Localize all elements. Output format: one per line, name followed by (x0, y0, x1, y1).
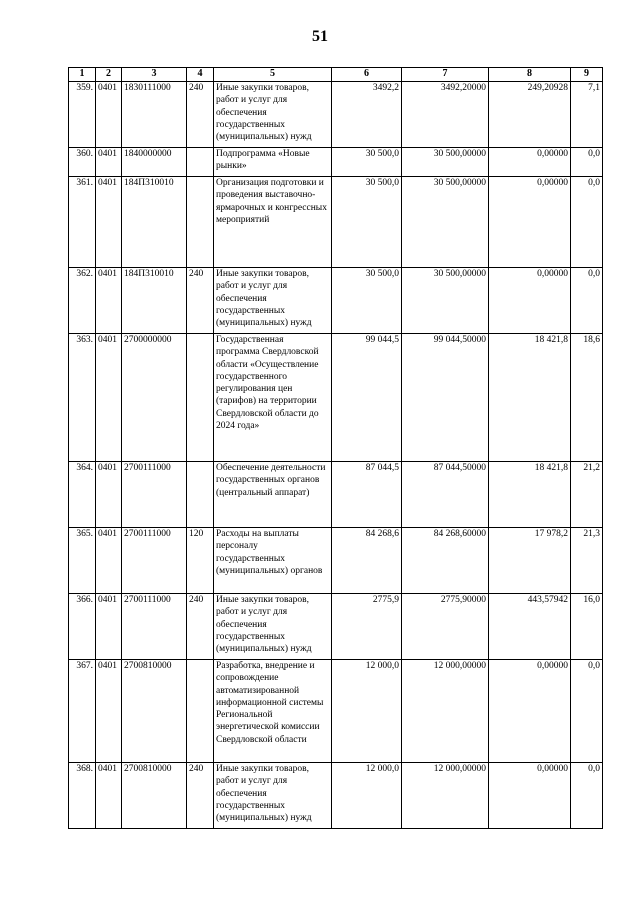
executed-amount: 249,20928 (489, 82, 571, 148)
section-code: 0401 (96, 334, 122, 462)
approved-amount: 3492,20000 (402, 82, 489, 148)
target-article-code: 2700000000 (122, 334, 187, 462)
section-code: 0401 (96, 660, 122, 763)
column-header: 8 (489, 68, 571, 82)
executed-amount: 0,00000 (489, 268, 571, 334)
executed-amount: 18 421,8 (489, 334, 571, 462)
target-article-code: 184П310010 (122, 177, 187, 268)
plan-amount: 84 268,6 (332, 528, 402, 594)
item-name: Государственная программа Свердловской области «Осуществление государственного регулирования цен (тарифов) на территории Свердловской области до 2024 года» (214, 334, 332, 462)
row-number: 368. (69, 763, 96, 829)
row-number: 363. (69, 334, 96, 462)
table-row (69, 763, 603, 829)
column-header: 2 (96, 68, 122, 82)
approved-amount: 84 268,60000 (402, 528, 489, 594)
execution-percent: 0,0 (571, 268, 603, 334)
expense-kind-code (187, 660, 214, 763)
section-code: 0401 (96, 462, 122, 528)
approved-amount: 99 044,50000 (402, 334, 489, 462)
approved-amount: 2775,90000 (402, 594, 489, 660)
executed-amount: 0,00000 (489, 660, 571, 763)
execution-percent: 18,6 (571, 334, 603, 462)
section-code: 0401 (96, 268, 122, 334)
section-code: 0401 (96, 177, 122, 268)
item-name: Организация подготовки и проведения выставочно-ярмарочных и конгрессных мероприятий (214, 177, 332, 268)
table-row (69, 177, 603, 268)
target-article-code: 2700111000 (122, 594, 187, 660)
expense-kind-code (187, 148, 214, 177)
budget-table (68, 67, 603, 829)
section-code: 0401 (96, 594, 122, 660)
executed-amount: 0,00000 (489, 148, 571, 177)
row-number: 367. (69, 660, 96, 763)
approved-amount: 30 500,00000 (402, 148, 489, 177)
expense-kind-code: 240 (187, 82, 214, 148)
expense-kind-code (187, 462, 214, 528)
column-header: 6 (332, 68, 402, 82)
expense-kind-code: 240 (187, 268, 214, 334)
section-code: 0401 (96, 528, 122, 594)
target-article-code: 1840000000 (122, 148, 187, 177)
row-number: 361. (69, 177, 96, 268)
executed-amount: 17 978,2 (489, 528, 571, 594)
plan-amount: 3492,2 (332, 82, 402, 148)
plan-amount: 12 000,0 (332, 660, 402, 763)
execution-percent: 21,3 (571, 528, 603, 594)
row-number: 365. (69, 528, 96, 594)
table-row (69, 660, 603, 763)
plan-amount: 30 500,0 (332, 177, 402, 268)
section-code: 0401 (96, 82, 122, 148)
approved-amount: 30 500,00000 (402, 268, 489, 334)
column-header: 4 (187, 68, 214, 82)
target-article-code: 2700111000 (122, 462, 187, 528)
page-number: 51 (312, 28, 328, 45)
target-article-code: 184П310010 (122, 268, 187, 334)
column-header: 1 (69, 68, 96, 82)
row-number: 366. (69, 594, 96, 660)
row-number: 359. (69, 82, 96, 148)
executed-amount: 443,57942 (489, 594, 571, 660)
column-header: 9 (571, 68, 603, 82)
target-article-code: 2700810000 (122, 660, 187, 763)
row-number: 364. (69, 462, 96, 528)
table-row (69, 268, 603, 334)
expense-kind-code: 120 (187, 528, 214, 594)
plan-amount: 2775,9 (332, 594, 402, 660)
item-name: Разработка, внедрение и сопровождение автоматизированной информационной системы Региональной энергетической комиссии Свердловской области (214, 660, 332, 763)
execution-percent: 21,2 (571, 462, 603, 528)
execution-percent: 16,0 (571, 594, 603, 660)
column-header-row (69, 68, 603, 82)
plan-amount: 30 500,0 (332, 268, 402, 334)
execution-percent: 0,0 (571, 148, 603, 177)
expense-kind-code: 240 (187, 594, 214, 660)
plan-amount: 99 044,5 (332, 334, 402, 462)
execution-percent: 7,1 (571, 82, 603, 148)
table-row (69, 148, 603, 177)
table-row (69, 334, 603, 462)
expense-kind-code (187, 177, 214, 268)
execution-percent: 0,0 (571, 660, 603, 763)
row-number: 360. (69, 148, 96, 177)
item-name: Иные закупки товаров, работ и услуг для обеспечения государственных (муниципальных) нужд (214, 763, 332, 829)
plan-amount: 12 000,0 (332, 763, 402, 829)
plan-amount: 87 044,5 (332, 462, 402, 528)
approved-amount: 87 044,50000 (402, 462, 489, 528)
row-number: 362. (69, 268, 96, 334)
expense-kind-code (187, 334, 214, 462)
executed-amount: 18 421,8 (489, 462, 571, 528)
approved-amount: 12 000,00000 (402, 763, 489, 829)
table-row (69, 528, 603, 594)
execution-percent: 0,0 (571, 763, 603, 829)
table-row (69, 462, 603, 528)
item-name: Подпрограмма «Новые рынки» (214, 148, 332, 177)
target-article-code: 2700810000 (122, 763, 187, 829)
section-code: 0401 (96, 148, 122, 177)
executed-amount: 0,00000 (489, 177, 571, 268)
approved-amount: 12 000,00000 (402, 660, 489, 763)
column-header: 7 (402, 68, 489, 82)
item-name: Обеспечение деятельности государственных органов (центральный аппарат) (214, 462, 332, 528)
approved-amount: 30 500,00000 (402, 177, 489, 268)
item-name: Иные закупки товаров, работ и услуг для обеспечения государственных (муниципальных) нужд (214, 268, 332, 334)
plan-amount: 30 500,0 (332, 148, 402, 177)
item-name: Иные закупки товаров, работ и услуг для обеспечения государственных (муниципальных) нужд (214, 82, 332, 148)
item-name: Иные закупки товаров, работ и услуг для обеспечения государственных (муниципальных) нужд (214, 594, 332, 660)
target-article-code: 2700111000 (122, 528, 187, 594)
executed-amount: 0,00000 (489, 763, 571, 829)
section-code: 0401 (96, 763, 122, 829)
column-header: 5 (214, 68, 332, 82)
column-header: 3 (122, 68, 187, 82)
execution-percent: 0,0 (571, 177, 603, 268)
table-row (69, 594, 603, 660)
expense-kind-code: 240 (187, 763, 214, 829)
target-article-code: 1830111000 (122, 82, 187, 148)
item-name: Расходы на выплаты персоналу государственных (муниципальных) органов (214, 528, 332, 594)
table-row (69, 82, 603, 148)
